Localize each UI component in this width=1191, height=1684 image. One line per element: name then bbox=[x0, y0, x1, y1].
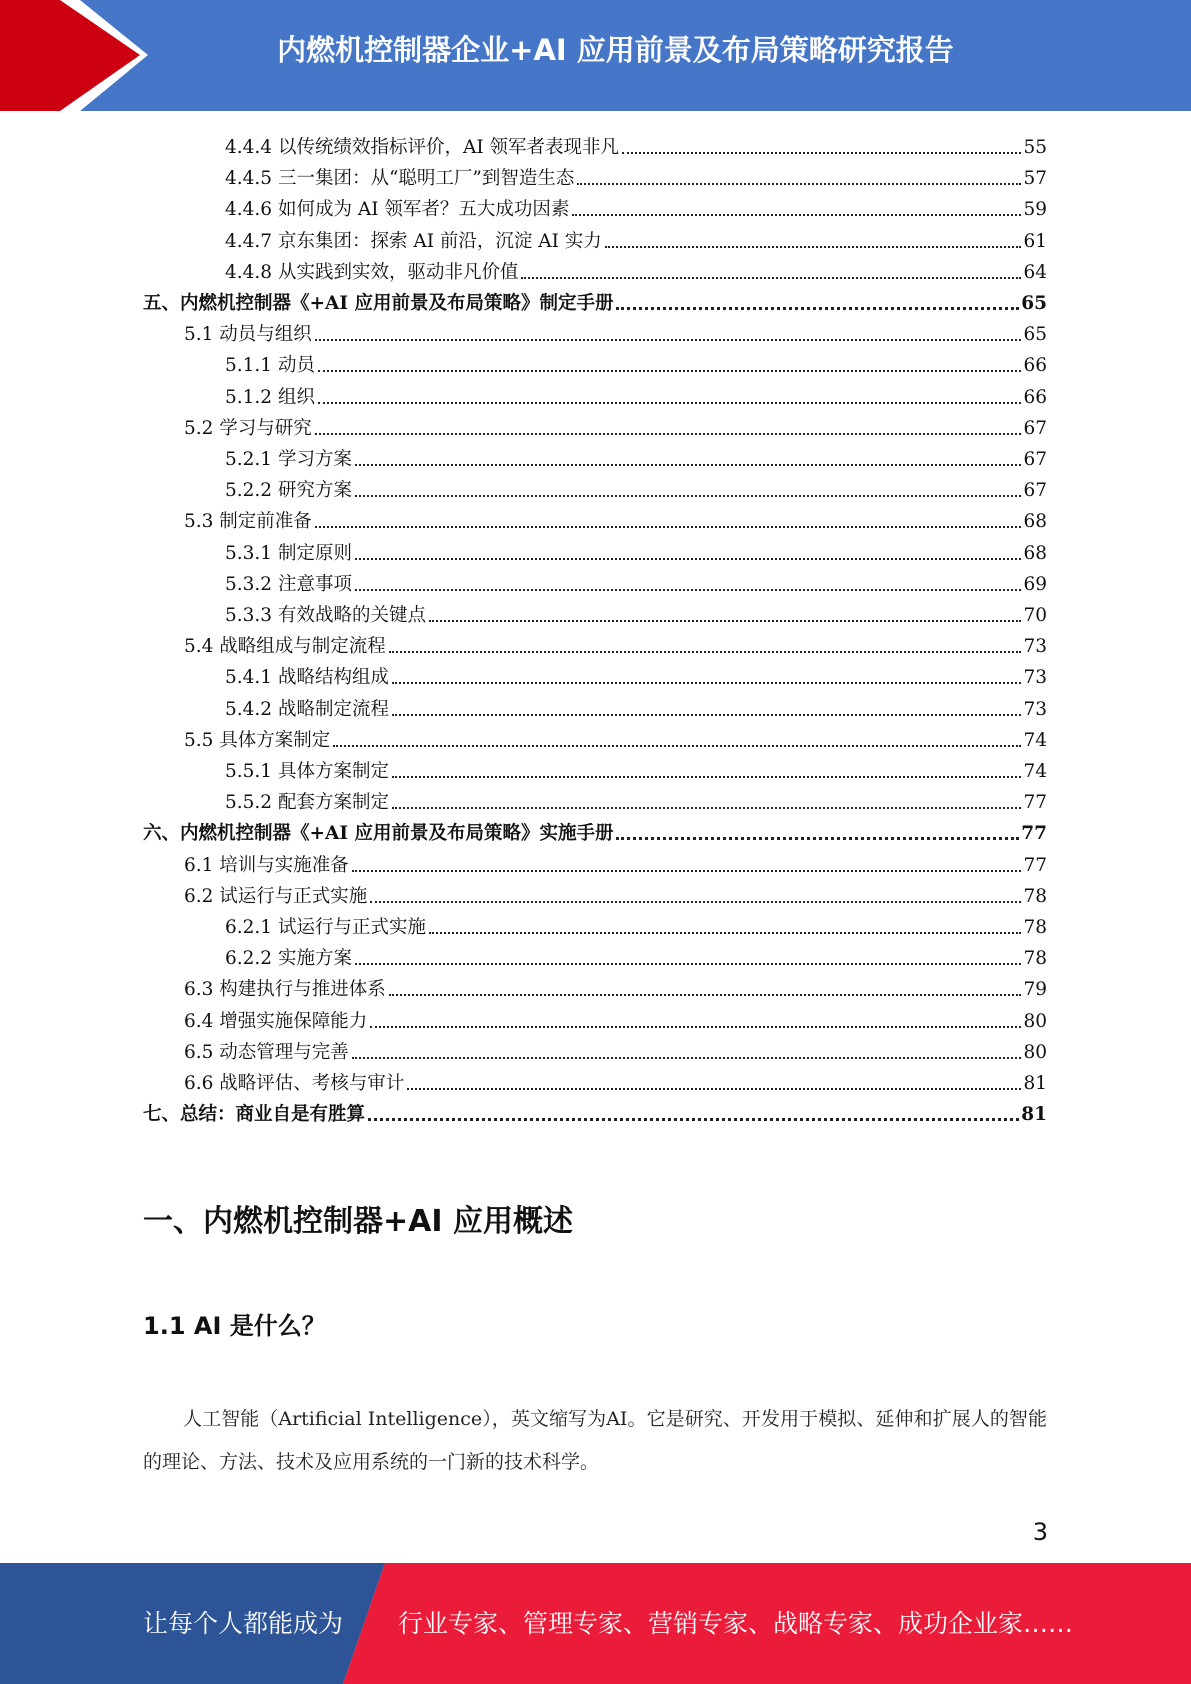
toc-entry-page: 81 bbox=[1023, 1073, 1047, 1094]
toc-entry-page: 80 bbox=[1023, 1041, 1047, 1063]
toc-entry-page: 65 bbox=[1021, 293, 1047, 314]
toc-dot-leader bbox=[352, 870, 1022, 872]
toc-entry-page: 74 bbox=[1023, 761, 1047, 782]
toc-entry-label: 5.4.1 战略结构组成 bbox=[225, 667, 389, 689]
toc-entry-label: 6.3 构建执行与推进体系 bbox=[184, 979, 386, 1001]
toc-entry-page: 78 bbox=[1023, 948, 1047, 970]
toc-entry-label: 七、总结：商业自是有胜算 bbox=[143, 1104, 366, 1126]
toc-dot-leader bbox=[392, 682, 1021, 684]
toc-entry-page: 73 bbox=[1023, 698, 1047, 720]
toc-entry-page: 61 bbox=[1023, 230, 1047, 252]
toc-entry-page: 68 bbox=[1023, 511, 1047, 533]
toc-entry-page: 64 bbox=[1023, 261, 1047, 283]
toc-entry-label: 4.4.7 京东集团：探索 AI 前沿，沉淀 AI 实力 bbox=[225, 230, 602, 252]
toc-entry-label: 5.3.3 有效战略的关键点 bbox=[225, 605, 426, 626]
toc-entry[interactable] bbox=[225, 222, 1047, 253]
toc-entry-label: 4.4.6 如何成为 AI 领军者？五大成功因素 bbox=[225, 199, 570, 221]
toc-entry-page: 77 bbox=[1023, 792, 1047, 814]
toc-entry-page: 65 bbox=[1023, 324, 1047, 346]
toc-entry-label: 5.2.2 研究方案 bbox=[225, 480, 352, 502]
toc-entry[interactable] bbox=[225, 471, 1047, 502]
toc-entry-page: 78 bbox=[1023, 917, 1047, 938]
toc-entry-page: 66 bbox=[1023, 386, 1047, 408]
toc-entry-label: 5.5.1 具体方案制定 bbox=[225, 761, 389, 782]
toc-dot-leader bbox=[392, 776, 1021, 778]
toc-dot-leader bbox=[429, 932, 1021, 934]
toc-entry-label: 5.3 制定前准备 bbox=[184, 511, 312, 533]
toc-entry-label: 五、内燃机控制器《+AI 应用前景及布局策略》制定手册 bbox=[143, 293, 614, 314]
toc-dot-leader bbox=[605, 246, 1022, 248]
toc-dot-leader bbox=[318, 402, 1022, 404]
toc-dot-leader bbox=[392, 807, 1021, 809]
toc-dot-leader bbox=[407, 1088, 1021, 1090]
toc-entry-label: 5.2.1 学习方案 bbox=[225, 449, 352, 470]
body-paragraph: 人工智能（Artificial Intelligence），英文缩写为AI。它是研究、开发用于模拟、延伸和扩展人的智能的理论、方法、技术及应用系统的一门新的技术科学。 bbox=[143, 1408, 1047, 1473]
toc-entry-label: 5.1 动员与组织 bbox=[184, 324, 312, 346]
toc-entry-label: 6.2.2 实施方案 bbox=[225, 948, 352, 970]
toc-entry[interactable] bbox=[184, 627, 1047, 658]
toc-dot-leader bbox=[355, 589, 1022, 591]
toc-entry-label: 5.4.2 战略制定流程 bbox=[225, 698, 389, 720]
toc-entry[interactable] bbox=[184, 1002, 1047, 1033]
section-heading: 一、内燃机控制器+AI 应用概述 bbox=[143, 1204, 573, 1239]
toc-entry-page: 59 bbox=[1023, 199, 1047, 221]
toc-entry[interactable] bbox=[225, 596, 1047, 627]
toc-dot-leader bbox=[622, 152, 1021, 154]
toc-entry-page: 77 bbox=[1023, 854, 1047, 876]
toc-dot-leader bbox=[370, 901, 1021, 903]
toc-entry[interactable] bbox=[225, 752, 1047, 783]
toc-entry[interactable] bbox=[184, 970, 1047, 1001]
page-number: 3 bbox=[1032, 1518, 1048, 1546]
toc-entry[interactable] bbox=[225, 690, 1047, 721]
toc-dot-leader bbox=[355, 464, 1022, 466]
toc-entry-page: 80 bbox=[1023, 1010, 1047, 1032]
toc-entry-label: 5.3.1 制定原则 bbox=[225, 542, 352, 564]
toc-entry[interactable] bbox=[184, 1064, 1047, 1095]
toc-entry-page: 73 bbox=[1023, 636, 1047, 658]
toc-dot-leader bbox=[355, 963, 1022, 965]
toc-dot-leader bbox=[370, 1026, 1021, 1028]
toc-entry[interactable] bbox=[225, 658, 1047, 689]
toc-entry-page: 73 bbox=[1023, 667, 1047, 689]
toc-dot-leader bbox=[318, 370, 1022, 372]
toc-entry-page: 68 bbox=[1023, 542, 1047, 564]
toc-dot-leader bbox=[315, 526, 1022, 528]
toc-entry-page: 78 bbox=[1023, 885, 1047, 907]
toc-entry[interactable] bbox=[225, 908, 1047, 939]
toc-entry-label: 5.3.2 注意事项 bbox=[225, 573, 352, 595]
toc-entry[interactable] bbox=[225, 190, 1047, 221]
toc-entry-page: 55 bbox=[1023, 137, 1047, 158]
toc-entry[interactable] bbox=[184, 721, 1047, 752]
toc-dot-leader bbox=[392, 714, 1021, 716]
toc-dot-leader bbox=[352, 1057, 1022, 1059]
toc-dot-leader bbox=[616, 837, 1019, 840]
toc-entry[interactable] bbox=[225, 534, 1047, 565]
toc-entry[interactable] bbox=[225, 783, 1047, 814]
toc-entry[interactable] bbox=[225, 378, 1047, 409]
toc-entry[interactable] bbox=[184, 877, 1047, 908]
toc-entry[interactable] bbox=[225, 159, 1047, 190]
toc-entry-label: 6.2 试运行与正式实施 bbox=[184, 885, 368, 907]
toc-dot-leader bbox=[389, 651, 1022, 653]
toc-entry-label: 6.6 战略评估、考核与审计 bbox=[184, 1073, 405, 1094]
toc-dot-leader bbox=[315, 339, 1022, 341]
toc-dot-leader bbox=[368, 1118, 1019, 1121]
toc-entry[interactable] bbox=[225, 128, 1047, 159]
toc-dot-leader bbox=[389, 994, 1022, 996]
toc-entry-page: 81 bbox=[1021, 1104, 1047, 1126]
toc-entry-page: 57 bbox=[1023, 168, 1047, 190]
toc-dot-leader bbox=[355, 558, 1022, 560]
toc-entry-label: 5.2 学习与研究 bbox=[184, 417, 312, 439]
toc-dot-leader bbox=[616, 307, 1019, 310]
toc-entry[interactable] bbox=[184, 1033, 1047, 1064]
page-header-banner bbox=[0, 0, 1191, 111]
toc-dot-leader bbox=[572, 214, 1021, 216]
footer-slogan-left: 让每个人都能成为 bbox=[143, 1609, 344, 1638]
toc-entry[interactable] bbox=[143, 814, 1047, 845]
toc-entry-label: 4.4.4 以传统绩效指标评价，AI 领军者表现非凡 bbox=[225, 137, 620, 158]
toc-entry-label: 4.4.5 三一集团：从“聪明工厂”到智造生态 bbox=[225, 168, 575, 190]
toc-entry-page: 70 bbox=[1023, 605, 1047, 626]
footer-slogan-right: 行业专家、管理专家、营销专家、战略专家、成功企业家…… bbox=[398, 1609, 1074, 1638]
toc-entry-page: 67 bbox=[1023, 480, 1047, 502]
toc-entry-label: 5.4 战略组成与制定流程 bbox=[184, 636, 386, 658]
toc-entry[interactable] bbox=[184, 315, 1047, 346]
toc-entry-page: 67 bbox=[1023, 449, 1047, 470]
toc-entry-label: 5.5 具体方案制定 bbox=[184, 729, 331, 751]
subsection-heading: 1.1 AI 是什么？ bbox=[143, 1312, 326, 1340]
toc-dot-leader bbox=[577, 183, 1021, 185]
toc-entry-page: 74 bbox=[1023, 729, 1047, 751]
toc-dot-leader bbox=[429, 620, 1021, 622]
toc-entry-page: 69 bbox=[1023, 573, 1047, 595]
toc-entry-page: 67 bbox=[1023, 417, 1047, 439]
toc-entry[interactable] bbox=[225, 440, 1047, 471]
toc-entry[interactable] bbox=[143, 1095, 1047, 1126]
toc-entry-label: 6.4 增强实施保障能力 bbox=[184, 1010, 368, 1032]
toc-entry-page: 77 bbox=[1021, 823, 1047, 845]
toc-entry-label: 5.5.2 配套方案制定 bbox=[225, 792, 389, 814]
toc-entry[interactable] bbox=[184, 846, 1047, 877]
toc-entry-label: 5.1.1 动员 bbox=[225, 355, 315, 377]
header-title: 内燃机控制器企业+AI 应用前景及布局策略研究报告 bbox=[277, 33, 954, 67]
toc-entry-label: 6.5 动态管理与完善 bbox=[184, 1041, 349, 1063]
toc-entry[interactable] bbox=[143, 284, 1047, 315]
toc-dot-leader bbox=[315, 433, 1022, 435]
toc-entry[interactable] bbox=[225, 565, 1047, 596]
toc-entry-page: 66 bbox=[1023, 355, 1047, 377]
toc-dot-leader bbox=[333, 745, 1021, 747]
toc-entry-label: 5.1.2 组织 bbox=[225, 386, 315, 408]
toc-entry-label: 4.4.8 从实践到实效，驱动非凡价值 bbox=[225, 261, 519, 283]
toc-entry[interactable] bbox=[184, 502, 1047, 533]
page-footer-banner bbox=[0, 1563, 1191, 1684]
toc-entry-label: 6.2.1 试运行与正式实施 bbox=[225, 917, 426, 938]
toc-entry-label: 6.1 培训与实施准备 bbox=[184, 854, 349, 876]
toc-entry-label: 六、内燃机控制器《+AI 应用前景及布局策略》实施手册 bbox=[143, 823, 614, 845]
toc-dot-leader bbox=[521, 277, 1021, 279]
toc-dot-leader bbox=[355, 495, 1022, 497]
toc-entry[interactable] bbox=[225, 939, 1047, 970]
toc-entry[interactable] bbox=[184, 409, 1047, 440]
toc-entry[interactable] bbox=[225, 346, 1047, 377]
toc-entry[interactable] bbox=[225, 253, 1047, 284]
toc-entry-page: 79 bbox=[1023, 979, 1047, 1001]
